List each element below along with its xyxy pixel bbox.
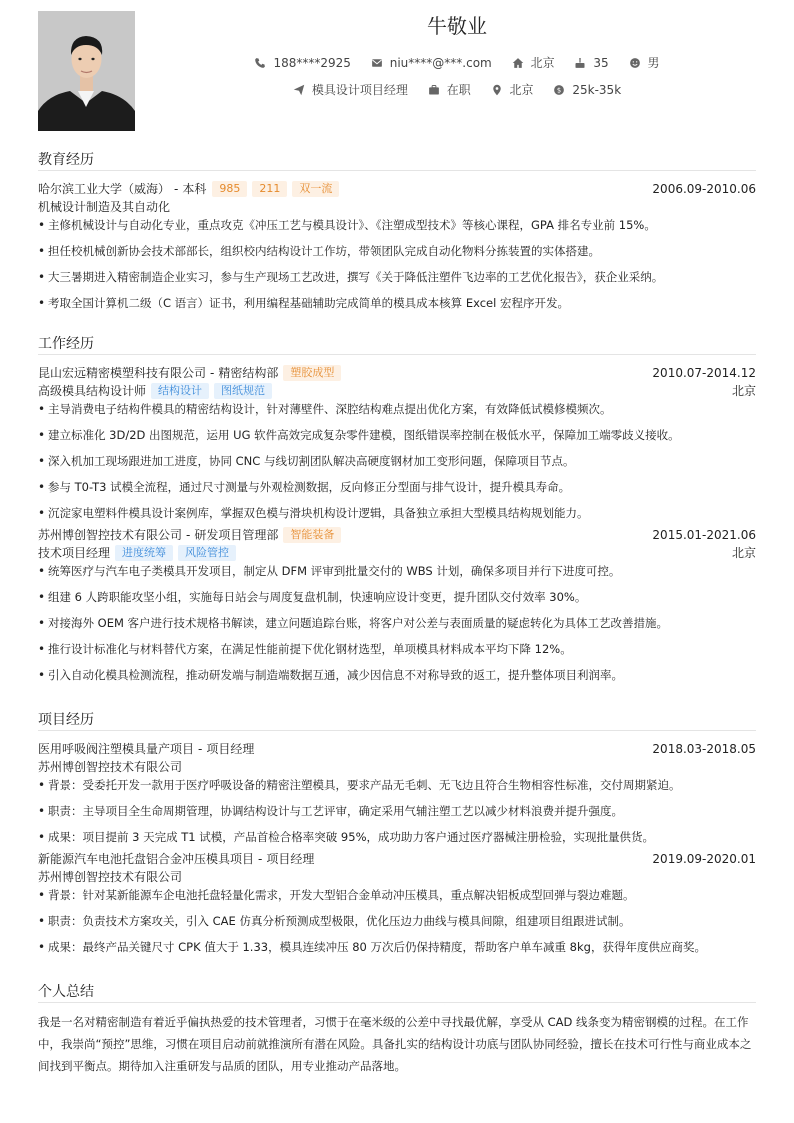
work-section xyxy=(38,334,756,692)
salary-item xyxy=(553,83,621,97)
education-bullets xyxy=(38,216,756,320)
project-dates: 2018.03-2018.05 xyxy=(652,742,756,756)
list-item: • 成果：最终产品关键尺寸 CPK 值大于 1.33，模具连续冲压 80 万次后仍保持精度，帮助客户单车减重 8kg，获得年度供应商奖。 xyxy=(38,938,756,964)
list-item: • 背景：受委托开发一款用于医疗呼吸设备的精密注塑模具，要求产品无毛刺、无飞边且符合生物相容性标准，交付周期紧迫。 xyxy=(38,776,756,802)
project-bullets xyxy=(38,886,756,964)
project-company-row xyxy=(38,758,756,776)
skill-tag: 进度统筹 xyxy=(115,545,173,561)
list-item: • 组建 6 人跨职能攻坚小组，实施每日站会与周度复盘机制，快速响应设计变更，提升团队交付效率 30%。 xyxy=(38,588,756,614)
list-item: • 考取全国计算机二级（C 语言）证书，利用编程基础辅助完成简单的模具成本核算 Excel 宏程序开发。 xyxy=(38,294,756,320)
section-title: 工作经历 xyxy=(38,336,94,352)
school-tag: 985 xyxy=(212,181,247,197)
major: 机械设计制造及其自动化 xyxy=(38,200,171,214)
gender-text: 男 xyxy=(647,56,660,70)
phone-icon xyxy=(254,57,266,69)
school-tag: 211 xyxy=(252,181,287,197)
job-header: 苏州博创智控技术有限公司 - 研发项目管理部 智能装备 2015.01-2021.06 xyxy=(38,528,756,542)
skill-tag: 结构设计 xyxy=(151,383,209,399)
contact-row xyxy=(0,54,794,71)
industry-tag: 智能装备 xyxy=(283,527,341,543)
major-row xyxy=(38,198,756,216)
project-header: 医用呼吸阀注塑模具量产项目 - 项目经理 2018.03-2018.05 xyxy=(38,742,756,756)
summary-text: 我是一名对精密制造有着近乎偏执热爱的技术管理者，习惯于在毫米级的公差中寻找最优解，享受从 CAD 线条变为精密钢模的过程。在工作中，我崇尚“预控”思维，习惯在项目启动前就推演所有潜在风险。具备扎实的结构设计功底与团队协同经验，擅长在技术可行性与商业成本之间找到平衡点。期待加入注重研发与品质的团队，用专业推动产品落地。 xyxy=(38,1015,752,1073)
list-item: • 大三暑期进入精密制造企业实习，参与生产现场工艺改进，撰写《关于降低注塑件飞边率的工艺优化报告》，获企业采纳。 xyxy=(38,268,756,294)
phone-number: 188****2925 xyxy=(273,55,351,70)
location-item xyxy=(512,54,555,71)
section-divider xyxy=(38,1002,756,1003)
section-title: 项目经历 xyxy=(38,712,94,728)
phone-item xyxy=(254,56,350,70)
job-city: 北京 xyxy=(731,546,756,560)
list-item: • 职责：主导项目全生命周期管理，协调结构设计与工艺评审，确定采用气辅注塑工艺以减少材料浪费并提升强度。 xyxy=(38,802,756,828)
job-title-row xyxy=(38,382,756,400)
age-text: 35 xyxy=(593,55,609,70)
list-item: • 推行设计标准化与材料替代方案，在满足性能前提下优化钢材选型，单项模具材料成本平均下降 12%。 xyxy=(38,640,756,666)
list-item: • 成果：项目提前 3 天完成 T1 试模，产品首检合格率突破 95%，成功助力客户通过医疗器械注册检验，实现批量供货。 xyxy=(38,828,756,850)
email-item xyxy=(371,56,492,70)
project-company: 苏州博创智控技术有限公司 xyxy=(38,870,183,884)
job-title-row xyxy=(38,544,756,562)
project-role: 项目经理 xyxy=(206,742,255,756)
project-name: 新能源汽车电池托盘铝合金冲压模具项目 xyxy=(38,852,255,866)
smiley-icon xyxy=(629,57,641,69)
list-item: • 主修机械设计与自动化专业，重点攻克《冲压工艺与模具设计》、《注塑成型技术》等核心课程，GPA 排名专业前 15%。 xyxy=(38,216,756,242)
company-name: 昆山宏远精密模塑科技有限公司 xyxy=(38,366,207,380)
projects-section xyxy=(38,710,756,964)
project-dates: 2019.09-2020.01 xyxy=(652,852,756,866)
education-section xyxy=(38,150,756,320)
target-city-text: 北京 xyxy=(509,83,534,97)
job-city: 北京 xyxy=(731,384,756,398)
list-item: • 背景：针对某新能源车企电池托盘轻量化需求，开发大型铝合金单动冲压模具，重点解决铝板成型回弹与裂边难题。 xyxy=(38,886,756,912)
mail-icon xyxy=(371,57,383,69)
company-name: 苏州博创智控技术有限公司 xyxy=(38,528,183,542)
job-title: 技术项目经理 xyxy=(38,546,111,560)
list-item: • 对接海外 OEM 客户进行技术规格书解读，建立问题追踪台账，将客户对公差与表面质量的疑虑转化为具体工艺改善措施。 xyxy=(38,614,756,640)
money-icon xyxy=(553,84,565,96)
department: 研发项目管理部 xyxy=(194,528,279,542)
project-company: 苏州博创智控技术有限公司 xyxy=(38,760,183,774)
project-header: 新能源汽车电池托盘铝合金冲压模具项目 - 项目经理 2019.09-2020.01 xyxy=(38,852,756,866)
job-bullets xyxy=(38,562,756,692)
job-title: 高级模具结构设计师 xyxy=(38,384,147,398)
gender-item xyxy=(629,54,660,71)
briefcase-icon xyxy=(428,84,440,96)
status-item xyxy=(428,81,471,98)
list-item: • 沉淀家电塑料件模具设计案例库，掌握双色模与滑块机构设计逻辑，具备独立承担大型模具结构规划能力。 xyxy=(38,504,756,526)
home-icon xyxy=(512,57,524,69)
list-item: • 主导消费电子结构件模具的精密结构设计，针对薄壁件、深腔结构难点提出优化方案，有效降低试模修模频次。 xyxy=(38,400,756,426)
job-target-item xyxy=(293,81,408,98)
project-company-row xyxy=(38,868,756,886)
list-item: • 引入自动化模具检测流程，推动研发端与制造端数据互通，减少因信息不对称导致的返工，提升整体项目利润率。 xyxy=(38,666,756,692)
send-icon xyxy=(293,84,305,96)
target-city-item xyxy=(491,81,534,98)
map-pin-icon xyxy=(491,84,503,96)
age-item xyxy=(574,56,608,70)
job-dates: 2010.07-2014.12 xyxy=(652,366,756,380)
list-item: • 参与 T0-T3 试模全流程，通过尺寸测量与外观检测数据，反向修正分型面与排气设计，提升模具寿命。 xyxy=(38,478,756,504)
cake-icon xyxy=(574,57,586,69)
skill-tag: 图纸规范 xyxy=(214,383,272,399)
job-dates: 2015.01-2021.06 xyxy=(652,528,756,542)
school-tag: 双一流 xyxy=(292,181,339,197)
project-name: 医用呼吸阀注塑模具量产项目 xyxy=(38,742,195,756)
summary-section xyxy=(38,982,756,1077)
department: 精密结构部 xyxy=(218,366,279,380)
list-item: • 建立标准化 3D/2D 出图规范，运用 UG 软件高效完成复杂零件建模，图纸错误率控制在极低水平，保障加工端零歧义接收。 xyxy=(38,426,756,452)
list-item: • 职责：负责技术方案攻关，引入 CAE 仿真分析预测成型极限，优化压边力曲线与模具间隙，组建项目组跟进试制。 xyxy=(38,912,756,938)
section-title: 个人总结 xyxy=(38,984,94,1000)
project-bullets xyxy=(38,776,756,850)
list-item: • 统筹医疗与汽车电子类模具开发项目，制定从 DFM 评审到批量交付的 WBS 计划，确保多项目并行下进度可控。 xyxy=(38,562,756,588)
job-header: 昆山宏远精密模塑科技有限公司 - 精密结构部 塑胶成型 2010.07-2014.12 xyxy=(38,366,756,380)
job-bullets xyxy=(38,400,756,526)
job-target-text: 模具设计项目经理 xyxy=(311,83,408,97)
degree: 本科 xyxy=(182,182,207,196)
status-text: 在职 xyxy=(446,83,471,97)
school-name: 哈尔滨工业大学（威海） xyxy=(38,182,171,196)
project-role: 项目经理 xyxy=(266,852,315,866)
intent-row xyxy=(0,81,794,98)
list-item: • 深入机加工现场跟进加工进度，协同 CNC 与线切割团队解决高硬度钢材加工变形问题，保障项目节点。 xyxy=(38,452,756,478)
list-item: • 担任校机械创新协会技术部部长，组织校内结构设计工作坊，带领团队完成自动化物料分拣装置的实体搭建。 xyxy=(38,242,756,268)
location-text: 北京 xyxy=(530,56,555,70)
education-header: 哈尔滨工业大学（威海） - 本科 985 211 双一流 2006.09-2010.06 xyxy=(38,182,756,196)
section-title: 教育经历 xyxy=(38,152,94,168)
candidate-name: 牛敬业 xyxy=(427,14,487,38)
svg-text:$: $ xyxy=(557,85,562,94)
education-dates: 2006.09-2010.06 xyxy=(652,182,756,196)
salary-text: 25k-35k xyxy=(572,82,622,97)
email-address: niu****@***.com xyxy=(389,55,492,70)
skill-tag: 风险管控 xyxy=(178,545,236,561)
industry-tag: 塑胶成型 xyxy=(283,365,341,381)
